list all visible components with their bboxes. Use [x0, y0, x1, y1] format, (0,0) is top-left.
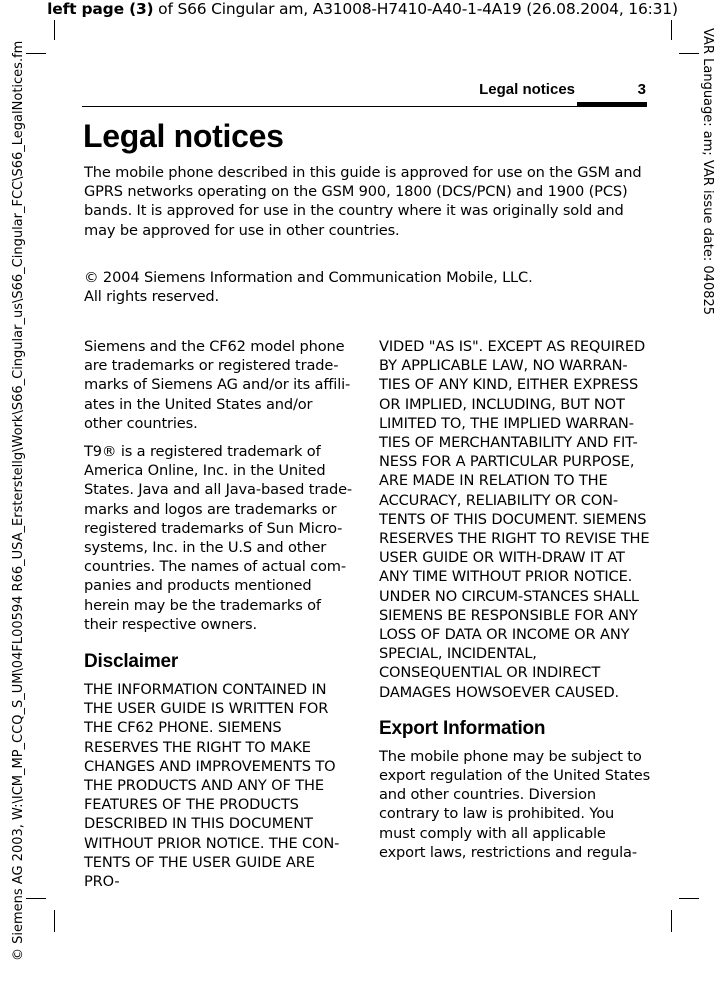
crop-mark — [671, 910, 672, 932]
export-text: The mobile phone may be subject to export regulation of the United States and other countries. Diversion contrary to law is prohibited. You must comply with all applicable export laws, restrictions and regula- — [379, 747, 651, 861]
export-heading: Export Information — [379, 717, 546, 739]
crop-mark — [671, 20, 672, 40]
slug-rest: of S66 Cingular am, A31008-H7410-A40-1-4A19 (26.08.2004, 16:31) — [153, 0, 678, 18]
left-column — [84, 337, 354, 891]
production-slug — [0, 0, 725, 18]
page-number: 3 — [637, 81, 646, 98]
right-column — [379, 337, 651, 862]
copyright-line: © 2004 Siemens Information and Communication Mobile, LLC. — [84, 269, 533, 286]
side-slug-left: © Siemens AG 2003, W:\ICM_MP_CCQ_S_UM\04FL00594 R66_USA_Ersterstellg\Work\S66_Cingular_us\S66_Cingular_FCC\S66_LegalNotices.fm — [11, 40, 26, 961]
crop-mark — [26, 53, 46, 54]
copyright-block — [84, 268, 650, 306]
disclaimer-text-continued: VIDED "AS IS". EXCEPT AS REQUIRED BY APPLICABLE LAW, NO WARRAN-TIES OF ANY KIND, EITHER EXPRESS OR IMPLIED, INCLUDING, BUT NOT LIMITED TO, THE IMPLIED WARRAN-TIES OF MERCHANTABILITY AND FIT-NESS FOR A PARTICULAR PURPOSE, ARE MADE IN RELATION TO THE ACCURACY, RELIABILITY OR CON-TENTS OF THIS DOCUMENT. SIEMENS RESERVES THE RIGHT TO REVISE THE USER GUIDE OR WITH-DRAW IT AT ANY TIME WITHOUT PRIOR NOTICE. UNDER NO CIRCUM-STANCES SHALL SIEMENS BE RESPONSIBLE FOR ANY LOSS OF DATA OR INCOME OR ANY SPECIAL, INCIDENTAL, CONSEQUENTIAL OR INDIRECT DAMAGES HOWSOEVER CAUSED. — [379, 338, 650, 701]
disclaimer-text: THE INFORMATION CONTAINED IN THE USER GUIDE IS WRITTEN FOR THE CF62 PHONE. SIEMENS RESERVES THE RIGHT TO MAKE CHANGES AND IMPROVEMENTS TO THE PRODUCTS AND ANY OF THE FEATURES OF THE PRODUCTS DESCRIBED IN THIS DOCUMENT WITHOUT PRIOR NOTICE. THE CON-TENTS OF THE USER GUIDE ARE PRO- — [84, 681, 340, 891]
intro-paragraph: The mobile phone described in this guide is approved for use on the GSM and GPRS networks operating on the GSM 900, 1800 (DCS/PCN) and 1900 (PCS) bands. It is approved for use in the country where it was originally sold and may be approved for use in other countries. — [84, 164, 642, 239]
crop-mark — [679, 898, 699, 899]
crop-mark — [54, 20, 55, 40]
crop-mark — [54, 910, 55, 932]
crop-mark — [26, 898, 46, 899]
running-header-title: Legal notices — [479, 81, 575, 98]
rights-line: All rights reserved. — [84, 288, 220, 306]
disclaimer-heading: Disclaimer — [84, 651, 179, 673]
crop-mark — [679, 53, 699, 54]
slug-bold: left page (3) — [47, 0, 154, 18]
side-slug-right: VAR Language: am; VAR issue date: 040825 — [700, 28, 715, 316]
trademark-paragraph: T9® is a registered trademark of America Online, Inc. in the United States. Java and all Java-based trade-marks and logos are trademarks or registered trademarks of Sun Micro-systems, Inc. in the U.S and other countries. The names of actual com-panies and products mentioned herein may be the trademarks of their respective owners. — [84, 443, 353, 633]
header-rule — [82, 106, 647, 107]
header-rule-accent — [577, 102, 647, 107]
page-title: Legal notices — [83, 118, 284, 154]
trademark-paragraph: Siemens and the CF62 model phone are trademarks or registered trade-marks of Siemens AG and/or its affili-ates in the United States and/or other countries. — [84, 338, 351, 432]
